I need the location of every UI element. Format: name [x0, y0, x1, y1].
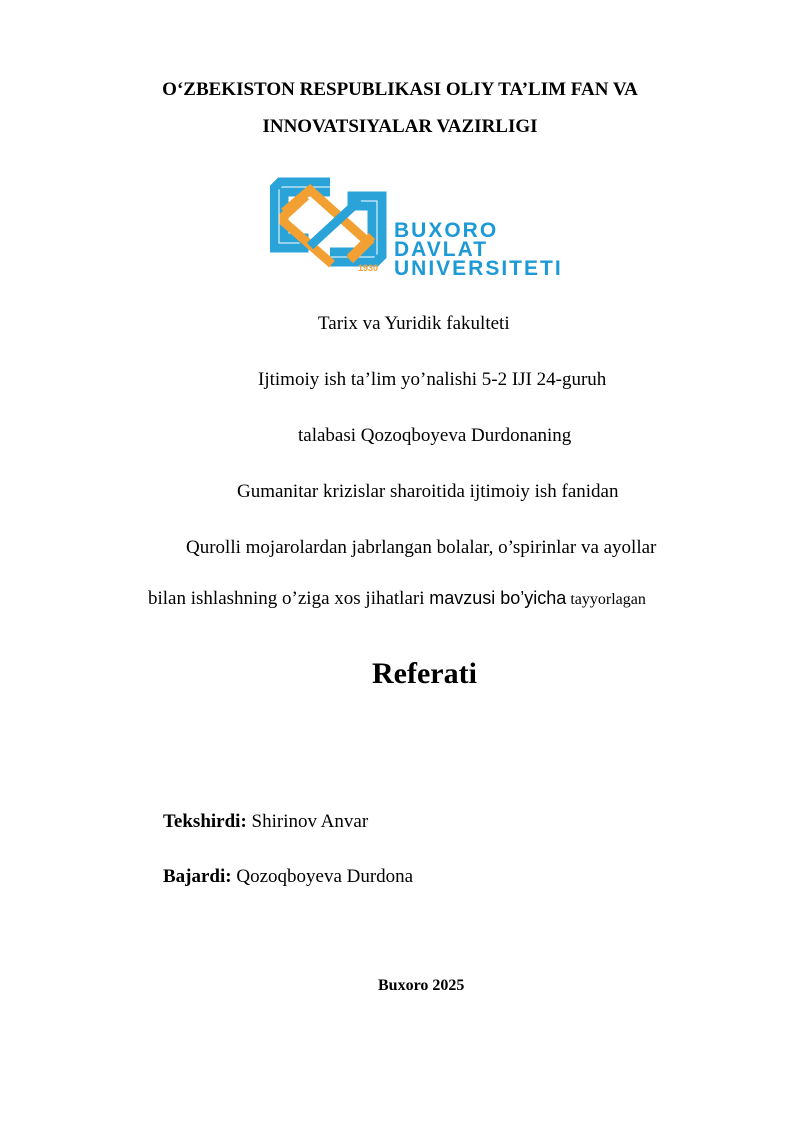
- university-logo: [270, 176, 590, 278]
- subject-line: Gumanitar krizislar sharoitida ijtimoiy ish fanidan: [237, 481, 619, 502]
- logo-year: 1930: [358, 263, 379, 273]
- student-line: talabasi Qozoqboyeva Durdonaning: [298, 425, 572, 446]
- checked-by-name: Shirinov Anvar: [246, 811, 369, 832]
- topic-line2: [148, 589, 646, 608]
- ministry-title-line1: O‘ZBEKISTON RESPUBLIKASI OLIY TA’LIM FAN VA: [162, 79, 638, 100]
- topic-line1: Qurolli mojarolardan jabrlangan bolalar, o’spirinlar va ayollar: [186, 537, 657, 558]
- topic-line2-main: bilan ishlashning o’ziga xos jihatlari: [148, 588, 430, 609]
- done-by-line: [163, 867, 413, 886]
- checked-by-line: [163, 812, 368, 831]
- ministry-title-line2: INNOVATSIYALAR VAZIRLIGI: [262, 116, 538, 137]
- document-title: Referati: [372, 657, 477, 690]
- topic-line2-mavzusi: mavzusi bo’yicha: [429, 588, 567, 608]
- logo-word-universiteti: UNIVERSITETI: [394, 257, 563, 280]
- done-by-label: Bajardi:: [163, 866, 232, 887]
- checked-by-label: Tekshirdi:: [163, 811, 247, 832]
- faculty-name: Tarix va Yuridik fakulteti: [318, 313, 510, 334]
- logo-word-buxoro: BUXORO: [394, 219, 499, 242]
- topic-line2-tayyorlagan: tayyorlagan: [566, 591, 646, 608]
- city-year: Buxoro 2025: [378, 977, 465, 994]
- done-by-name: Qozoqboyeva Durdona: [231, 866, 414, 887]
- study-direction: Ijtimoiy ish ta’lim yo’nalishi 5-2 IJI 24-guruh: [258, 369, 607, 390]
- logo-word-davlat: DAVLAT: [394, 238, 489, 261]
